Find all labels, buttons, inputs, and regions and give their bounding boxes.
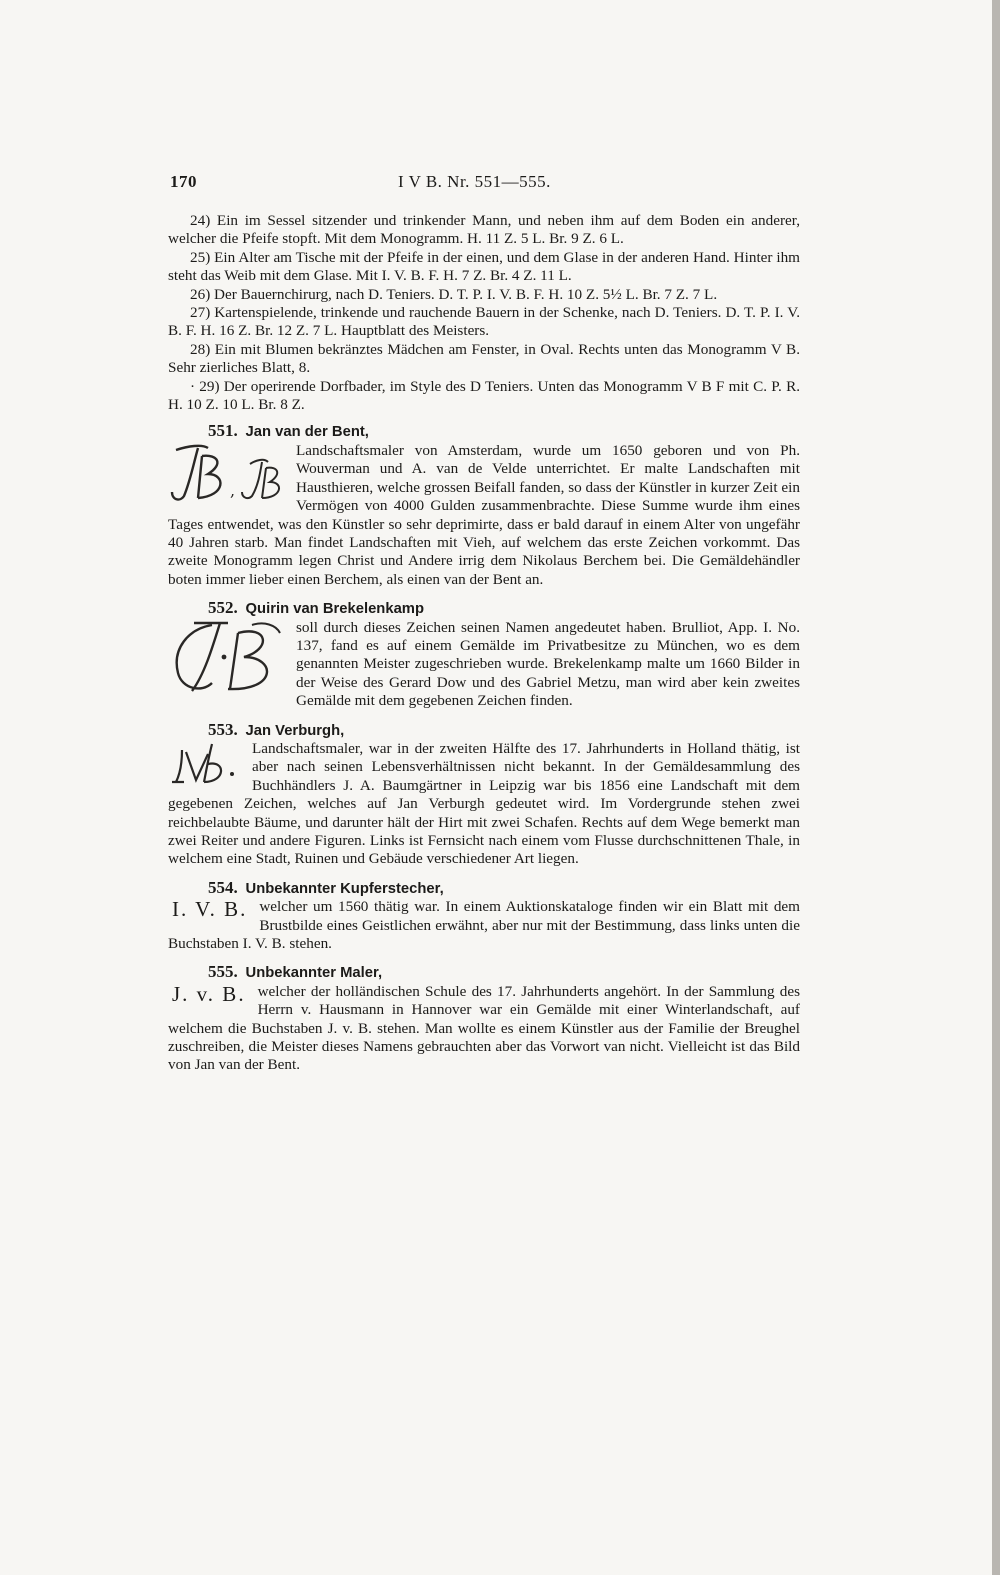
entry-heading [168,422,800,441]
entry-heading [168,721,800,740]
monogram-qb-icon [168,619,286,699]
entry-553 [168,721,800,869]
entry-text: soll durch dieses Zeichen seinen Namen angedeutet haben. Brulliot, App. I. No. 137, fand es auf einem Gemälde im Privatbesitze zu München, wo es dem genannten Meister zugeschrieben wurde. Brekelenkamp malte um 1660 Bilder in der Weise des Gerard Dow und des Gabriel Metzu, man wird aber kein zweites Gemälde mit dem gegebenen Zeichen finden. [296,618,800,710]
catalogue-item-29: · 29) Der operirende Dorfbader, im Style des D Teniers. Unten das Monogramm V B F mit C. P. R. H. 10 Z. 10 L. Br. 8 Z. [168,377,800,414]
entry-552 [168,599,800,710]
catalogue-item-27: 27) Kartenspielende, trinkende und rauchende Bauern in der Schenke, nach D. Teniers. D. T. P. I. V. B. F. H. 16 Z. Br. 12 Z. 7 L. Hauptblatt des Meisters. [168,304,800,340]
artist-name: Jan Verburgh, [245,722,345,739]
entry-heading [168,599,800,618]
entry-number: 555. [208,962,238,982]
entry-number: 552. [208,598,238,618]
monogram-letters-ivb: I. V. B. [172,897,248,922]
catalogue-list [168,212,800,414]
catalogue-item-26: 26) Der Bauernchirurg, nach D. Teniers. D. T. P. I. V. B. F. H. 10 Z. 5½ L. Br. 7 Z. 7 L. [190,285,718,303]
artist-name: Unbekannter Kupferstecher, [245,880,444,897]
artist-name: Jan van der Bent, [245,424,369,441]
entry-number: 554. [208,877,238,897]
entry-heading [168,963,800,982]
entry-text: welcher um 1560 thätig war. In einem Auktionskataloge finden wir ein Blatt mit dem Brustbilde eines Geistlichen erwähnt, aber nur mit der Bestimmung, dass links unten die Buchstaben I. V. B. stehen. [168,898,800,953]
entry-heading [168,879,800,898]
catalogue-item-24: 24) Ein im Sessel sitzender und trinkender Mann, und neben ihm auf dem Boden ein anderer, welcher die Pfeife stopft. Mit dem Monogramm. H. 11 Z. 5 L. Br. 9 Z. 6 L. [168,212,800,248]
monogram-ivb-icon [168,740,242,786]
monogram-letters-jvb: J. v. B. [172,981,246,1006]
monogram-jb-icon [168,442,286,504]
entry-text: Landschaftsmaler, war in der zweiten Hälfte des 17. Jahrhunderts in Holland thätig, ist aber nach seinen Lebensverhältnissen nicht bekannt. In der Gemäldesammlung des Buchhändlers J. A. Baumgärtner in Leipzig war bis 1856 eine Landschaft mit dem gegebenen Zeichen, welches auf Jan Verburgh gedeutet wird. Im Vordergrunde stehen zwei reichbelaubte Bäume, und darunter hält der Hirt mit zwei Schafen. Rechts auf dem Wege bemerkt man zwei Reiter und andere Figuren. Links ist Fernsicht nach einem vom Flusse durchschnittenen Thale, in welchem eine Stadt, Ruinen und Gebäude verschiedener Art liegen. [168,739,800,868]
catalogue-item-28: 28) Ein mit Blumen bekränztes Mädchen am Fenster, in Oval. Rechts unten das Monogramm V B. Sehr zierliches Blatt, 8. [168,340,800,377]
entry-555 [168,963,800,1074]
entry-554 [168,879,800,954]
section-range: I V B. Nr. 551—555. [398,172,551,191]
entry-text: welcher der holländischen Schule des 17. Jahrhunderts angehört. In der Sammlung des Herrn v. Hausmann in Hannover war ein Gemälde mit einer Winterlandschaft, auf welchem die Buchstaben J. v. B. stehen. Man wollte es einem Künstler aus der Familie der Breughel zuschreiben, die Meister dieses Namens gebrauchten aber das Vorwort van nicht. Vielleicht ist das Bild von Jan van der Bent. [168,982,800,1074]
svg-text:,: , [230,480,236,500]
entry-551 [168,422,800,589]
entry-number: 551. [208,421,238,441]
page-body [168,212,800,1075]
page-edge [992,0,1000,1575]
catalogue-item-25: 25) Ein Alter am Tische mit der Pfeife in der einen, und dem Glase in der anderen Hand. Hinter ihm steht das Weib mit dem Glase. Mit I. V. B. F. H. 7 Z. Br. 4 Z. 11 L. [168,248,800,285]
entry-text: Landschaftsmaler von Amsterdam, wurde um 1650 geboren und von Ph. Wouverman und A. van de Velde unterrichtet. Er malte Landschaften mit Hausthieren, welche grossen Beifall fanden, so dass der Künstler in kurzer Zeit ein Vermögen von 4000 Gulden zusammenbrachte. Diese Summe wurde ihm eines Tages entwendet, was den Künstler so sehr deprimirte, dass er bald darauf in einem Alter von ungefähr 40 Jahren starb. Man findet Landschaften mit Vieh, auf welchem das erste Zeichen vorkommt. Das zweite Monogramm legen Christ und Andere irrig dem Nikolaus Berchem bei. Die Gemäldehändler boten immer lieber einen Berchem, als einen van der Bent an. [168,441,800,588]
artist-name: Quirin van Brekelenkamp [245,601,424,618]
page-number: 170 [170,172,197,191]
entry-number: 553. [208,719,238,739]
artist-name: Unbekannter Maler, [245,965,383,982]
running-header [170,172,800,198]
